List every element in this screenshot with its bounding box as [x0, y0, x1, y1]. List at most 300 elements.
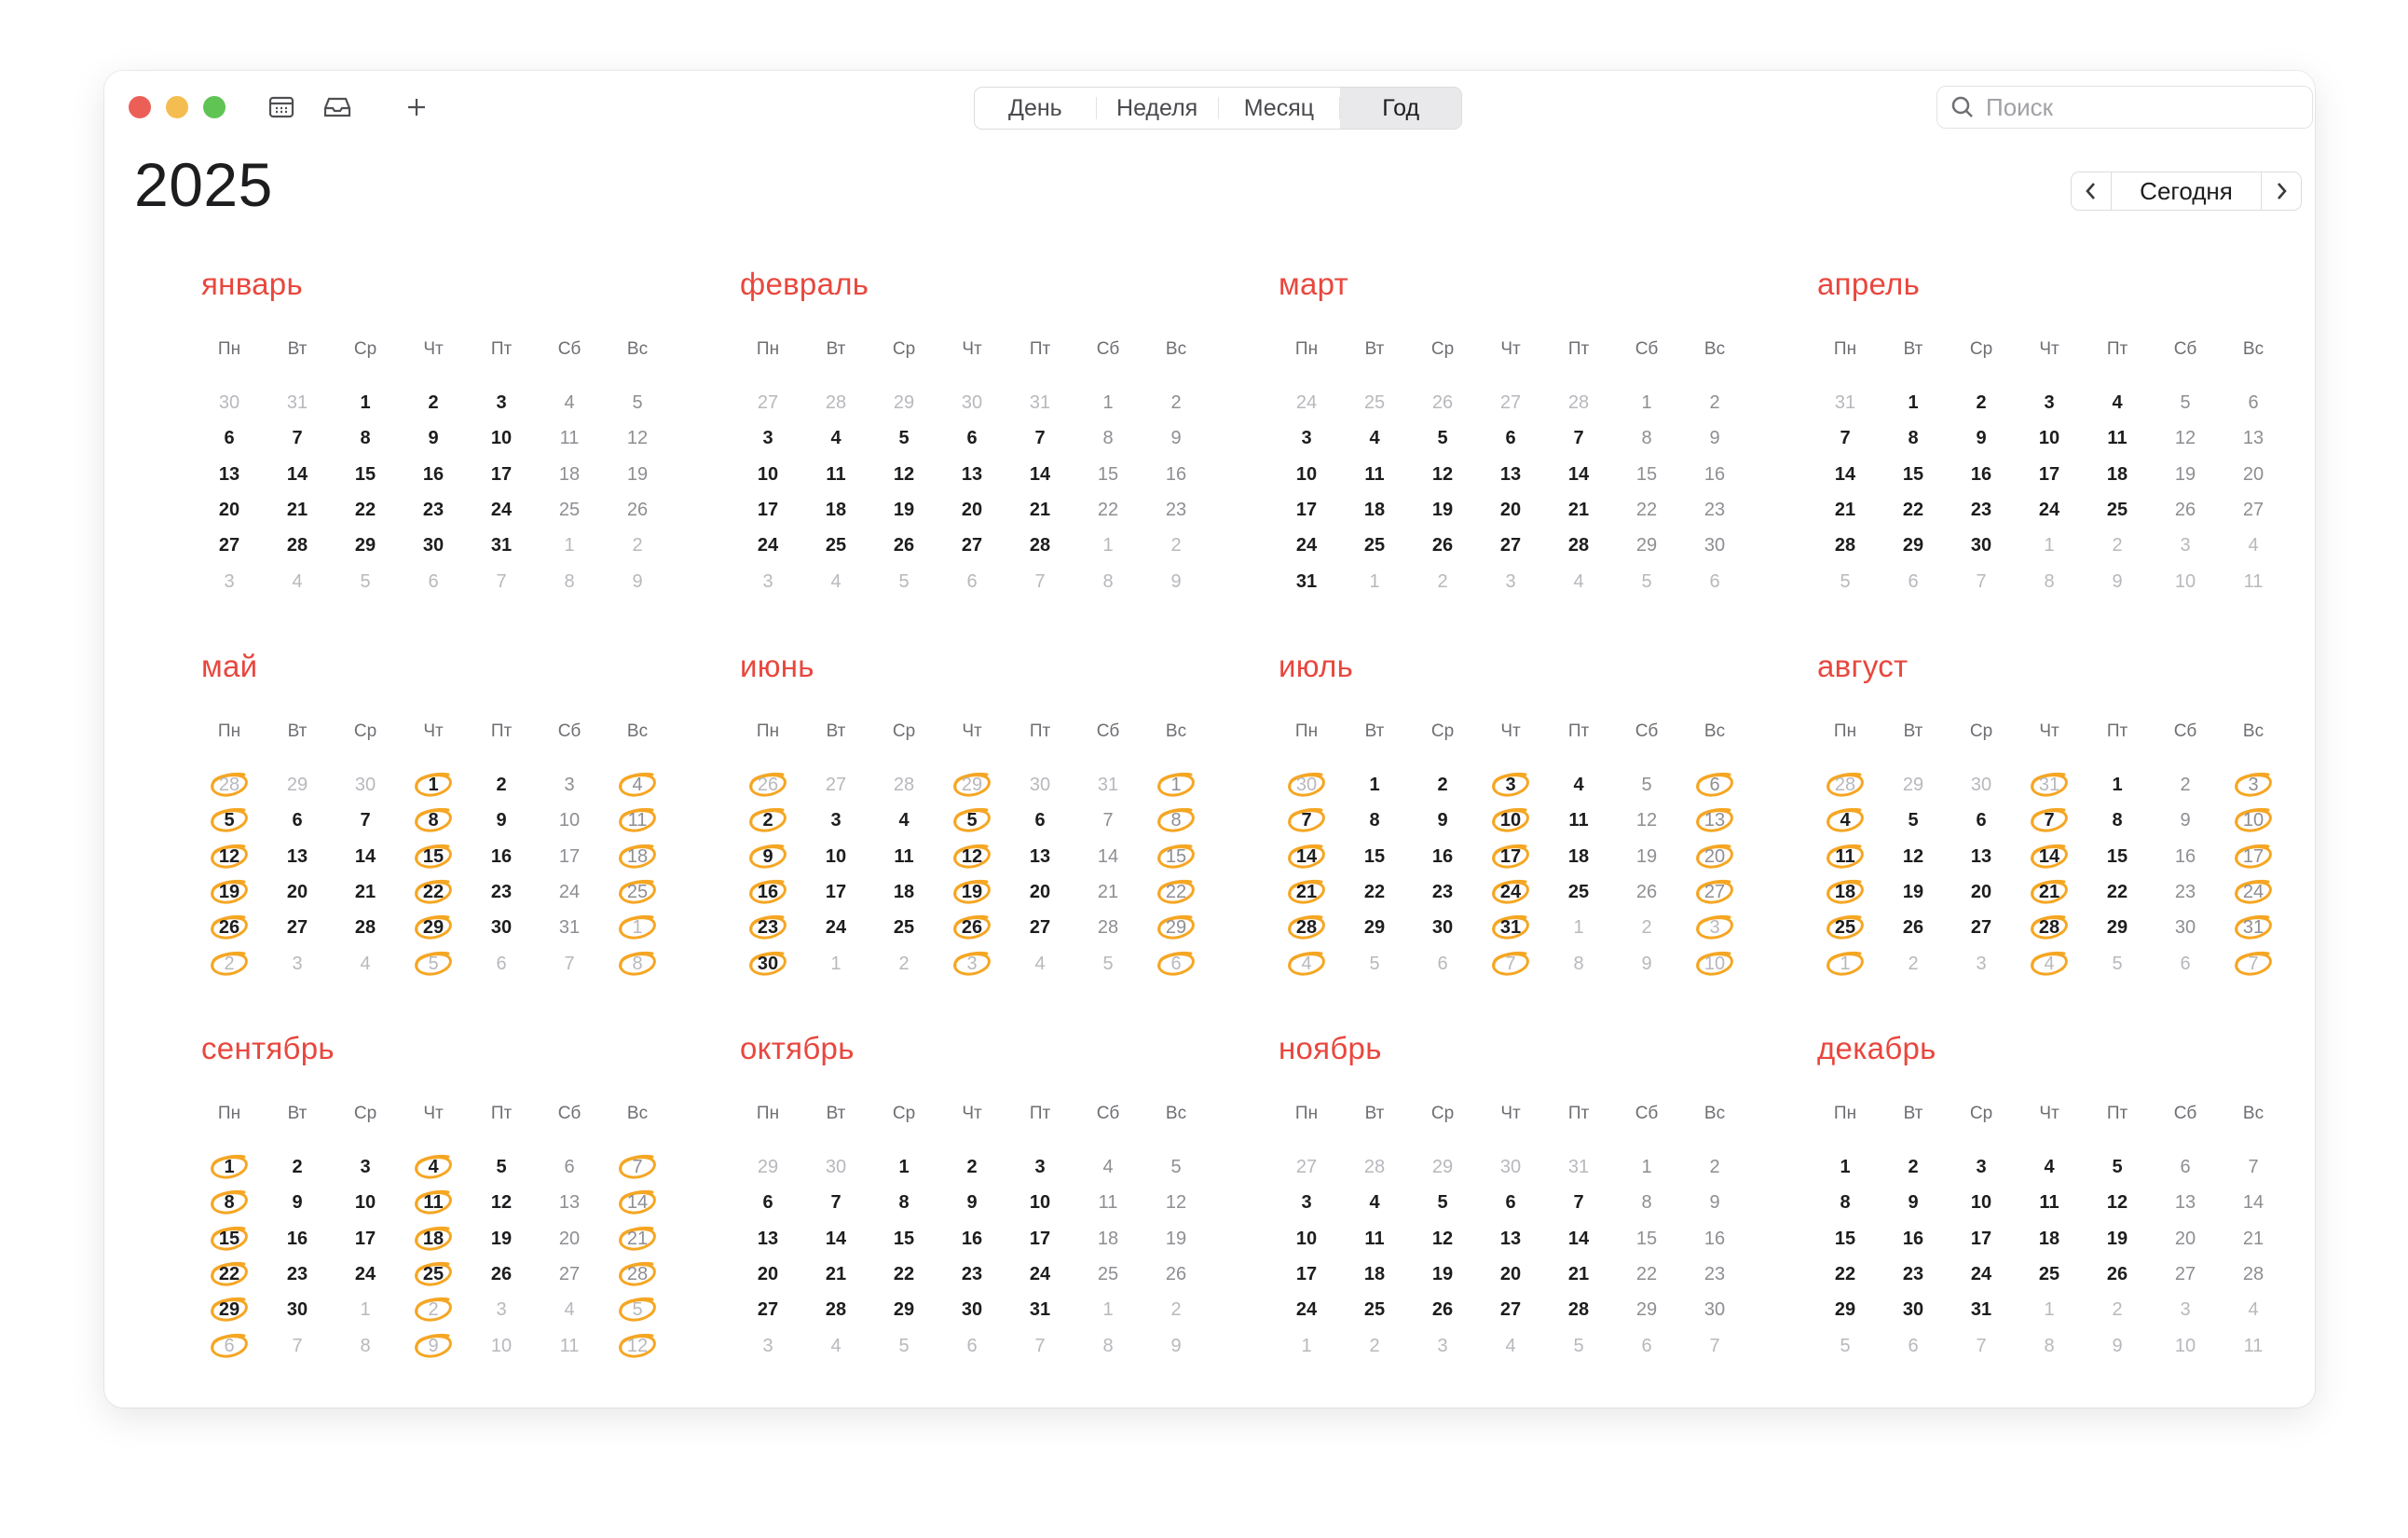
calendar-day[interactable]: 7: [360, 810, 371, 831]
calendar-day[interactable]: 12: [1635, 810, 1658, 831]
calendar-day[interactable]: 15: [1834, 1228, 1856, 1249]
calendar-day[interactable]: 5: [2112, 953, 2123, 974]
calendar-day[interactable]: 23: [757, 917, 779, 939]
calendar-day[interactable]: 1: [2112, 775, 2123, 795]
calendar-day[interactable]: 8: [2044, 1335, 2055, 1356]
calendar-day[interactable]: 6: [292, 810, 303, 831]
calendar-day[interactable]: 28: [1834, 775, 1856, 795]
calendar-day[interactable]: 6: [966, 1335, 978, 1356]
calendar-day[interactable]: 27: [1703, 881, 1726, 902]
calendar-day[interactable]: 14: [825, 1228, 847, 1249]
calendar-day[interactable]: 13: [1499, 463, 1522, 485]
calendar-day[interactable]: 9: [1709, 428, 1720, 449]
calendar-day[interactable]: 30: [961, 1299, 983, 1321]
calendar-day[interactable]: 28: [1567, 1299, 1590, 1321]
calendar-day[interactable]: 4: [1034, 953, 1046, 974]
calendar-day[interactable]: 28: [2038, 917, 2060, 939]
calendar-day[interactable]: 9: [1170, 428, 1182, 449]
calendar-day[interactable]: 9: [966, 1192, 978, 1214]
calendar-day[interactable]: 4: [2112, 392, 2123, 413]
calendar-day[interactable]: 3: [360, 1157, 371, 1177]
calendar-day[interactable]: 30: [286, 1299, 308, 1321]
calendar-day[interactable]: 5: [1437, 1192, 1448, 1214]
calendar-day[interactable]: 29: [354, 535, 376, 556]
calendar-day[interactable]: 3: [830, 810, 841, 831]
calendar-day[interactable]: 1: [1840, 1157, 1851, 1177]
calendar-day[interactable]: 9: [428, 428, 439, 449]
calendar-day[interactable]: 7: [1034, 428, 1046, 449]
calendar-day[interactable]: 22: [354, 499, 376, 520]
calendar-day[interactable]: 3: [1301, 1192, 1312, 1214]
calendar-day[interactable]: 30: [1703, 1299, 1726, 1321]
calendar-day[interactable]: 8: [632, 953, 643, 974]
calendar-day[interactable]: 27: [1499, 535, 1522, 556]
calendar-day[interactable]: 16: [757, 881, 779, 902]
calendar-day[interactable]: 5: [1908, 810, 1919, 831]
calendar-day[interactable]: 4: [564, 392, 575, 413]
calendar-day[interactable]: 1: [2044, 535, 2055, 556]
calendar-day[interactable]: 11: [1568, 810, 1589, 831]
calendar-day[interactable]: 2: [1369, 1335, 1380, 1356]
calendar-day[interactable]: 11: [1364, 1228, 1385, 1249]
search-input[interactable]: [1984, 92, 2286, 123]
calendar-day[interactable]: 7: [1034, 570, 1046, 592]
calendar-day[interactable]: 28: [1567, 392, 1590, 413]
calendar-day[interactable]: 2: [428, 1299, 439, 1321]
calendar-day[interactable]: 10: [558, 810, 581, 831]
calendar-day[interactable]: 5: [360, 570, 371, 592]
calendar-day[interactable]: 12: [626, 428, 649, 449]
calendar-day[interactable]: 2: [1908, 1157, 1919, 1177]
calendar-day[interactable]: 20: [558, 1228, 581, 1249]
calendar-day[interactable]: 28: [1363, 1157, 1386, 1177]
calendar-day[interactable]: 4: [2248, 535, 2259, 556]
calendar-day[interactable]: 3: [762, 570, 773, 592]
calendar-day[interactable]: 29: [961, 775, 983, 795]
calendar-day[interactable]: 27: [825, 775, 847, 795]
calendar-day[interactable]: 30: [1499, 1157, 1522, 1177]
calendar-day[interactable]: 9: [1709, 1192, 1720, 1214]
calendar-day[interactable]: 7: [1573, 1192, 1584, 1214]
calendar-day[interactable]: 30: [422, 535, 445, 556]
calendar-day[interactable]: 9: [1437, 810, 1448, 831]
calendar-day[interactable]: 21: [1097, 881, 1119, 902]
calendar-day[interactable]: 31: [1970, 1299, 1992, 1321]
calendar-day[interactable]: 6: [1908, 570, 1919, 592]
calendar-day[interactable]: 23: [422, 499, 445, 520]
calendar-day[interactable]: 12: [626, 1335, 649, 1356]
calendar-day[interactable]: 27: [1295, 1157, 1318, 1177]
calendar-day[interactable]: 26: [893, 535, 915, 556]
month-title[interactable]: октябрь: [740, 1031, 855, 1065]
calendar-day[interactable]: 20: [1499, 1263, 1522, 1284]
calendar-day[interactable]: 18: [558, 463, 581, 485]
calendar-day[interactable]: 29: [893, 392, 915, 413]
calendar-day[interactable]: 14: [2242, 1192, 2264, 1214]
calendar-day[interactable]: 29: [1363, 917, 1386, 939]
calendar-day[interactable]: 28: [1567, 535, 1590, 556]
calendar-day[interactable]: 19: [2106, 1228, 2128, 1249]
calendar-day[interactable]: 5: [224, 810, 235, 831]
calendar-day[interactable]: 25: [1363, 535, 1386, 556]
calendar-day[interactable]: 7: [564, 953, 575, 974]
calendar-day[interactable]: 8: [1840, 1192, 1851, 1214]
calendar-day[interactable]: 1: [564, 535, 575, 556]
calendar-day[interactable]: 27: [757, 392, 779, 413]
calendar-day[interactable]: 1: [1102, 1299, 1114, 1321]
calendar-day[interactable]: 22: [1902, 499, 1924, 520]
calendar-day[interactable]: 28: [626, 1263, 649, 1284]
calendar-day[interactable]: 5: [898, 428, 910, 449]
calendar-day[interactable]: 3: [2180, 1299, 2191, 1321]
calendar-day[interactable]: 26: [490, 1263, 513, 1284]
calendar-day[interactable]: 13: [2242, 428, 2264, 449]
calendar-day[interactable]: 10: [2174, 1335, 2196, 1356]
calendar-day[interactable]: 4: [1301, 953, 1312, 974]
calendar-day[interactable]: 10: [1029, 1192, 1051, 1214]
calendar-day[interactable]: 3: [762, 428, 773, 449]
calendar-day[interactable]: 5: [496, 1157, 507, 1177]
calendar-day[interactable]: 16: [490, 845, 513, 867]
calendar-day[interactable]: 22: [1635, 1263, 1658, 1284]
calendar-day[interactable]: 11: [2243, 570, 2264, 592]
calendar-day[interactable]: 4: [360, 953, 371, 974]
calendar-day[interactable]: 9: [1908, 1192, 1919, 1214]
calendar-day[interactable]: 31: [286, 392, 308, 413]
calendar-day[interactable]: 9: [2180, 810, 2191, 831]
calendar-day[interactable]: 24: [1970, 1263, 1992, 1284]
calendar-day[interactable]: 24: [1295, 392, 1318, 413]
calendar-day[interactable]: 29: [1635, 535, 1658, 556]
minimize-window-button[interactable]: [166, 96, 188, 118]
calendar-day[interactable]: 8: [1573, 953, 1584, 974]
calendar-day[interactable]: 1: [360, 1299, 371, 1321]
calendar-day[interactable]: 4: [1369, 1192, 1380, 1214]
calendar-day[interactable]: 19: [961, 881, 983, 902]
calendar-day[interactable]: 10: [825, 845, 847, 867]
calendar-day[interactable]: 11: [826, 463, 846, 485]
calendar-day[interactable]: 14: [2038, 845, 2060, 867]
calendar-day[interactable]: 9: [2112, 570, 2123, 592]
calendar-day[interactable]: 3: [1437, 1335, 1448, 1356]
calendar-day[interactable]: 10: [354, 1192, 376, 1214]
calendar-day[interactable]: 1: [898, 1157, 910, 1177]
calendar-day[interactable]: 16: [1703, 1228, 1726, 1249]
calendar-day[interactable]: 6: [1505, 1192, 1516, 1214]
calendar-day[interactable]: 9: [2112, 1335, 2123, 1356]
calendar-day[interactable]: 8: [2112, 810, 2123, 831]
calendar-day[interactable]: 12: [1902, 845, 1924, 867]
calendar-day[interactable]: 7: [1573, 428, 1584, 449]
calendar-day[interactable]: 30: [1970, 535, 1992, 556]
calendar-day[interactable]: 24: [825, 917, 847, 939]
calendar-day[interactable]: 6: [2180, 953, 2191, 974]
calendar-day[interactable]: 24: [2038, 499, 2060, 520]
calendar-day[interactable]: 26: [961, 917, 983, 939]
calendar-day[interactable]: 22: [1363, 881, 1386, 902]
calendar-day[interactable]: 2: [762, 810, 773, 831]
calendar-day[interactable]: 17: [354, 1228, 376, 1249]
today-button[interactable]: Сегодня: [2112, 172, 2261, 211]
calendar-day[interactable]: 24: [2242, 881, 2264, 902]
calendar-day[interactable]: 31: [2038, 775, 2060, 795]
calendar-day[interactable]: 7: [1034, 1335, 1046, 1356]
calendar-day[interactable]: 29: [757, 1157, 779, 1177]
calendar-day[interactable]: 9: [496, 810, 507, 831]
calendar-day[interactable]: 14: [286, 463, 308, 485]
calendar-day[interactable]: 4: [1573, 570, 1584, 592]
calendar-day[interactable]: 22: [422, 881, 445, 902]
calendar-day[interactable]: 25: [422, 1263, 445, 1284]
calendar-day[interactable]: 5: [1369, 953, 1380, 974]
calendar-day[interactable]: 6: [966, 570, 978, 592]
calendar-day[interactable]: 29: [1834, 1299, 1856, 1321]
calendar-day[interactable]: 23: [490, 881, 513, 902]
calendar-day[interactable]: 3: [2044, 392, 2055, 413]
calendar-day[interactable]: 26: [1165, 1263, 1187, 1284]
calendar-day[interactable]: 13: [1970, 845, 1992, 867]
calendar-day[interactable]: 22: [893, 1263, 915, 1284]
calendar-day[interactable]: 17: [1029, 1228, 1051, 1249]
calendar-day[interactable]: 30: [825, 1157, 847, 1177]
calendar-day[interactable]: 2: [428, 392, 439, 413]
calendar-day[interactable]: 12: [893, 463, 915, 485]
calendar-day[interactable]: 23: [1703, 1263, 1726, 1284]
calendar-day[interactable]: 30: [1029, 775, 1051, 795]
calendar-day[interactable]: 2: [1437, 775, 1448, 795]
calendar-day[interactable]: 4: [1102, 1157, 1114, 1177]
calendar-day[interactable]: 8: [1641, 1192, 1652, 1214]
calendar-day[interactable]: 3: [496, 1299, 507, 1321]
calendar-day[interactable]: 5: [1102, 953, 1114, 974]
calendar-day[interactable]: 4: [2044, 953, 2055, 974]
calendar-day[interactable]: 14: [1567, 463, 1590, 485]
calendar-day[interactable]: 1: [1840, 953, 1851, 974]
calendar-day[interactable]: 28: [1295, 917, 1318, 939]
calendar-day[interactable]: 27: [757, 1299, 779, 1321]
calendar-day[interactable]: 28: [893, 775, 915, 795]
calendar-day[interactable]: 28: [1029, 535, 1051, 556]
calendar-day[interactable]: 1: [1641, 392, 1652, 413]
calendar-day[interactable]: 22: [1165, 881, 1187, 902]
calendar-day[interactable]: 5: [898, 570, 910, 592]
calendar-day[interactable]: 1: [1102, 392, 1114, 413]
calendar-day[interactable]: 12: [1165, 1192, 1187, 1214]
calendar-day[interactable]: 2: [1976, 392, 1987, 413]
calendar-day[interactable]: 26: [757, 775, 779, 795]
month-title[interactable]: декабрь: [1817, 1031, 1936, 1065]
calendar-day[interactable]: 13: [1029, 845, 1051, 867]
calendar-day[interactable]: 24: [1295, 1299, 1318, 1321]
calendar-day[interactable]: 19: [893, 499, 915, 520]
calendar-day[interactable]: 31: [558, 917, 581, 939]
inbox-icon[interactable]: [319, 89, 356, 125]
calendar-day[interactable]: 2: [966, 1157, 978, 1177]
calendar-day[interactable]: 7: [1301, 810, 1312, 831]
calendar-day[interactable]: 3: [224, 570, 235, 592]
calendar-day[interactable]: 26: [1635, 881, 1658, 902]
calendar-day[interactable]: 1: [1170, 775, 1182, 795]
calendar-day[interactable]: 3: [1034, 1157, 1046, 1177]
calendar-day[interactable]: 25: [626, 881, 649, 902]
calendar-day[interactable]: 23: [1165, 499, 1187, 520]
calendar-day[interactable]: 5: [966, 810, 978, 831]
calendar-day[interactable]: 6: [1976, 810, 1987, 831]
calendar-day[interactable]: 8: [1641, 428, 1652, 449]
calendar-day[interactable]: 11: [1364, 463, 1385, 485]
calendar-day[interactable]: 2: [632, 535, 643, 556]
tab-year[interactable]: Год: [1340, 88, 1461, 129]
calendar-day[interactable]: 17: [1499, 845, 1522, 867]
calendar-day[interactable]: 1: [632, 917, 643, 939]
calendar-day[interactable]: 17: [2038, 463, 2060, 485]
tab-month[interactable]: Месяц: [1243, 94, 1315, 121]
calendar-day[interactable]: 22: [1097, 499, 1119, 520]
calendar-day[interactable]: 2: [1170, 392, 1182, 413]
calendar-day[interactable]: 4: [1840, 810, 1851, 831]
calendar-day[interactable]: 9: [1170, 570, 1182, 592]
calendar-day[interactable]: 19: [2174, 463, 2196, 485]
calendar-day[interactable]: 31: [2242, 917, 2264, 939]
month-title[interactable]: февраль: [740, 267, 869, 301]
calendar-day[interactable]: 8: [428, 810, 439, 831]
calendar-day[interactable]: 21: [1567, 1263, 1590, 1284]
calendar-day[interactable]: 13: [2174, 1192, 2196, 1214]
calendar-day[interactable]: 29: [286, 775, 308, 795]
calendar-day[interactable]: 2: [898, 953, 910, 974]
calendar-day[interactable]: 7: [2044, 810, 2055, 831]
calendar-day[interactable]: 17: [1295, 1263, 1318, 1284]
calendar-day[interactable]: 19: [1165, 1228, 1187, 1249]
calendar-day[interactable]: 14: [1834, 463, 1856, 485]
calendar-day[interactable]: 4: [830, 1335, 841, 1356]
calendar-day[interactable]: 1: [1573, 917, 1584, 939]
calendar-day[interactable]: 29: [1902, 535, 1924, 556]
calendar-day[interactable]: 1: [1102, 535, 1114, 556]
calendar-day[interactable]: 9: [1976, 428, 1987, 449]
calendar-day[interactable]: 15: [1363, 845, 1386, 867]
calendar-day[interactable]: 12: [1431, 1228, 1454, 1249]
calendar-day[interactable]: 27: [286, 917, 308, 939]
calendar-day[interactable]: 30: [490, 917, 513, 939]
calendar-day[interactable]: 15: [2106, 845, 2128, 867]
calendar-day[interactable]: 17: [757, 499, 779, 520]
calendar-day[interactable]: 7: [830, 1192, 841, 1214]
calendar-day[interactable]: 13: [1499, 1228, 1522, 1249]
calendar-day[interactable]: 4: [2248, 1299, 2259, 1321]
calendar-day[interactable]: 8: [1908, 428, 1919, 449]
calendar-day[interactable]: 24: [558, 881, 581, 902]
calendar-day[interactable]: 18: [626, 845, 649, 867]
calendar-day[interactable]: 6: [762, 1192, 773, 1214]
calendar-day[interactable]: 5: [1437, 428, 1448, 449]
calendar-day[interactable]: 30: [1431, 917, 1454, 939]
calendar-list-icon[interactable]: [263, 89, 300, 125]
calendar-day[interactable]: 21: [2038, 881, 2060, 902]
calendar-day[interactable]: 7: [2248, 1157, 2259, 1177]
calendar-day[interactable]: 25: [1834, 917, 1856, 939]
calendar-day[interactable]: 23: [1431, 881, 1454, 902]
calendar-day[interactable]: 20: [757, 1263, 779, 1284]
calendar-day[interactable]: 8: [2044, 570, 2055, 592]
calendar-day[interactable]: 26: [1431, 392, 1454, 413]
calendar-day[interactable]: 29: [218, 1299, 240, 1321]
calendar-day[interactable]: 7: [1976, 570, 1987, 592]
next-year-button[interactable]: [2261, 172, 2302, 211]
calendar-day[interactable]: 1: [830, 953, 841, 974]
calendar-day[interactable]: 16: [422, 463, 445, 485]
calendar-day[interactable]: 25: [1567, 881, 1590, 902]
calendar-day[interactable]: 8: [224, 1192, 235, 1214]
calendar-day[interactable]: 15: [1097, 463, 1119, 485]
calendar-day[interactable]: 15: [893, 1228, 915, 1249]
calendar-day[interactable]: 12: [490, 1192, 513, 1214]
previous-year-button[interactable]: [2071, 172, 2112, 211]
calendar-day[interactable]: 13: [286, 845, 308, 867]
calendar-day[interactable]: 8: [1102, 428, 1114, 449]
calendar-day[interactable]: 10: [1499, 810, 1522, 831]
calendar-day[interactable]: 2: [1709, 1157, 1720, 1177]
calendar-day[interactable]: 4: [632, 775, 643, 795]
calendar-day[interactable]: 17: [490, 463, 513, 485]
calendar-day[interactable]: 5: [898, 1335, 910, 1356]
calendar-day[interactable]: 13: [757, 1228, 779, 1249]
calendar-day[interactable]: 13: [1703, 810, 1726, 831]
calendar-day[interactable]: 21: [1567, 499, 1590, 520]
calendar-day[interactable]: 2: [1170, 535, 1182, 556]
calendar-day[interactable]: 1: [224, 1157, 235, 1177]
calendar-day[interactable]: 28: [218, 775, 240, 795]
calendar-day[interactable]: 5: [428, 953, 439, 974]
calendar-day[interactable]: 11: [423, 1192, 444, 1214]
calendar-day[interactable]: 29: [893, 1299, 915, 1321]
calendar-day[interactable]: 31: [1029, 392, 1051, 413]
calendar-day[interactable]: 22: [1834, 1263, 1856, 1284]
calendar-day[interactable]: 6: [496, 953, 507, 974]
calendar-day[interactable]: 23: [1970, 499, 1992, 520]
calendar-day[interactable]: 23: [1902, 1263, 1924, 1284]
calendar-day[interactable]: 15: [1635, 463, 1658, 485]
month-title[interactable]: апрель: [1817, 267, 1921, 301]
calendar-day[interactable]: 26: [2106, 1263, 2128, 1284]
calendar-day[interactable]: 6: [966, 428, 978, 449]
calendar-day[interactable]: 5: [1170, 1157, 1182, 1177]
calendar-day[interactable]: 2: [224, 953, 235, 974]
calendar-day[interactable]: 23: [286, 1263, 308, 1284]
calendar-day[interactable]: 25: [1363, 1299, 1386, 1321]
calendar-day[interactable]: 8: [360, 1335, 371, 1356]
calendar-day[interactable]: 26: [2174, 499, 2196, 520]
calendar-day[interactable]: 4: [564, 1299, 575, 1321]
calendar-day[interactable]: 25: [2106, 499, 2128, 520]
calendar-day[interactable]: 29: [2106, 917, 2128, 939]
calendar-day[interactable]: 18: [2038, 1228, 2060, 1249]
calendar-day[interactable]: 10: [1703, 953, 1726, 974]
calendar-day[interactable]: 20: [1703, 845, 1726, 867]
calendar-day[interactable]: 2: [1641, 917, 1652, 939]
calendar-day[interactable]: 10: [1295, 463, 1318, 485]
calendar-day[interactable]: 31: [1834, 392, 1856, 413]
calendar-day[interactable]: 27: [1970, 917, 1992, 939]
calendar-day[interactable]: 25: [893, 917, 915, 939]
calendar-day[interactable]: 3: [564, 775, 575, 795]
calendar-day[interactable]: 19: [218, 881, 240, 902]
calendar-day[interactable]: 3: [292, 953, 303, 974]
calendar-day[interactable]: 21: [354, 881, 376, 902]
calendar-day[interactable]: 16: [1970, 463, 1992, 485]
calendar-day[interactable]: 7: [292, 428, 303, 449]
calendar-day[interactable]: 3: [2248, 775, 2259, 795]
